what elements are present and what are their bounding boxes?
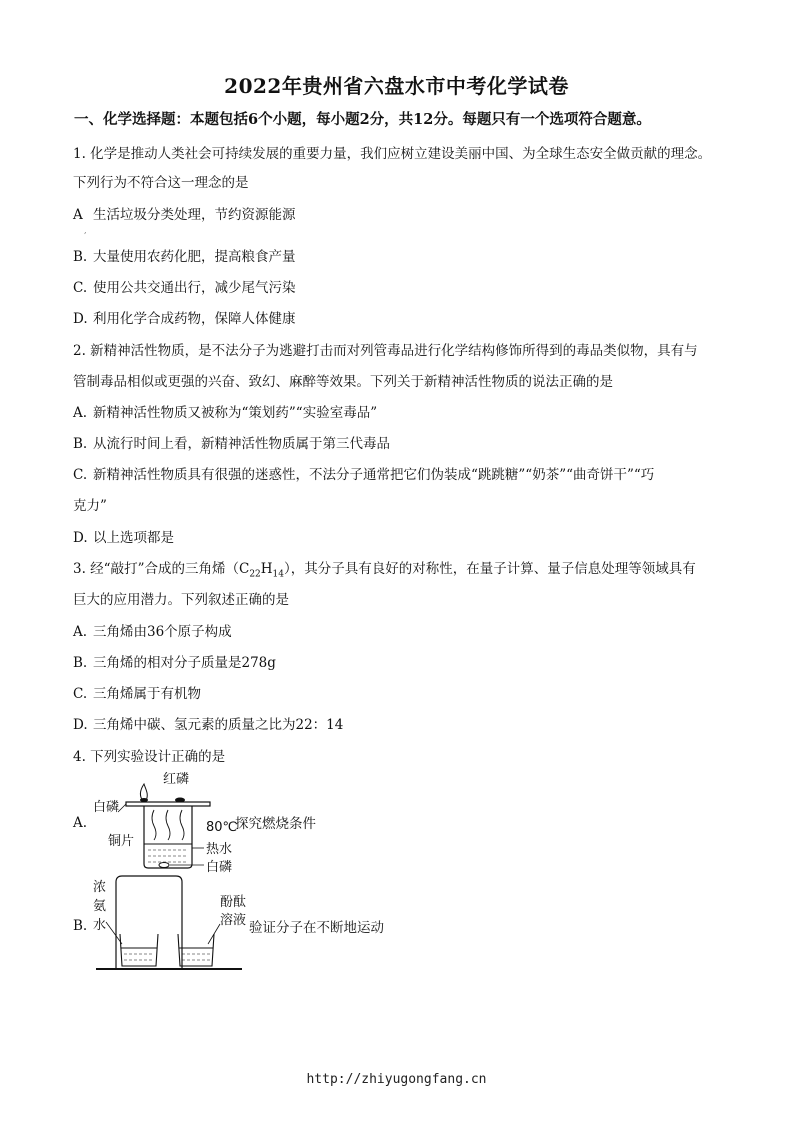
- option-letter: A.: [73, 405, 88, 421]
- page-title: 2022年贵州省六盘水市中考化学试卷: [224, 74, 569, 98]
- option-text: 新精神活性物质又被称为“策划药”“实验室毒品”: [93, 405, 378, 421]
- q3-stem-line1: [73, 557, 696, 580]
- leader-line: [118, 804, 126, 812]
- q2-option-b[interactable]: [73, 432, 390, 452]
- q3-option-c[interactable]: [73, 682, 201, 702]
- phenolphthalein-line: 溶液: [220, 913, 247, 928]
- q1-option-a[interactable]: [73, 203, 296, 223]
- copper-plate: [126, 802, 210, 806]
- option-letter: B.: [73, 436, 88, 452]
- q3-option-b[interactable]: [73, 651, 276, 671]
- option-text: 使用公共交通出行，减少尾气污染: [93, 280, 296, 296]
- red-phosphorus-lump: [175, 798, 185, 803]
- option-letter: C.: [73, 467, 88, 483]
- option-text: 利用化学合成药物，保障人体健康: [93, 311, 296, 327]
- subscript-22: 22: [249, 569, 261, 580]
- option-text: 三角烯由36个原子构成: [93, 624, 232, 640]
- phenolphthalein-beaker: [178, 934, 214, 966]
- ammonia-char: 浓: [93, 880, 107, 895]
- stray-mark: ,: [84, 226, 87, 235]
- q1-option-b[interactable]: [73, 245, 296, 265]
- label-hot-water: 热水: [206, 842, 233, 857]
- option-letter: A.: [73, 624, 88, 640]
- steam-line: [180, 810, 184, 840]
- phenolphthalein-line: 酚酞: [220, 895, 247, 910]
- ammonia-beaker: [120, 934, 158, 966]
- q1-stem-line1: 1. 化学是推动人类社会可持续发展的重要力量，我们应树立建设美丽中国、为全球生态安全做贡献的理念。: [73, 146, 712, 162]
- q2-stem-line1: 2. 新精神活性物质，是不法分子为逃避打击而对列管毒品进行化学结构修饰所得到的毒品类似物，具有与: [73, 343, 698, 359]
- q3-stem-pre: 3. 经“敲打”合成的三角烯（C: [73, 561, 250, 577]
- ammonia-char: 水: [93, 918, 107, 933]
- q2-option-a[interactable]: [73, 401, 377, 421]
- option-text: 大量使用农药化肥，提高粮食产量: [93, 249, 296, 265]
- leader-line: [106, 922, 122, 944]
- option-letter: D.: [73, 717, 88, 733]
- ammonia-char: 氨: [93, 899, 107, 914]
- q2-option-c[interactable]: [73, 463, 654, 483]
- q4-option-b-letter[interactable]: B.: [73, 918, 88, 934]
- option-text: 三角烯的相对分子质量是278g: [93, 655, 276, 671]
- q1-stem-line2: 下列行为不符合这一理念的是: [73, 175, 249, 191]
- label-white-phosphorus-bottom: 白磷: [206, 860, 233, 875]
- option-letter: D.: [73, 530, 88, 546]
- option-text: 以上选项都是: [93, 530, 174, 546]
- white-phosphorus-lump: [140, 798, 148, 802]
- option-letter: C.: [73, 280, 88, 296]
- q3-stem-line2: 巨大的应用潜力。下列叙述正确的是: [73, 592, 289, 608]
- option-text: 从流行时间上看，新精神活性物质属于第三代毒品: [93, 436, 390, 452]
- label-red-phosphorus: 红磷: [163, 772, 190, 787]
- option-text: 新精神活性物质具有很强的迷惑性，不法分子通常把它们伪装成“跳跳糖”“奶茶”“曲奇饼干”“巧: [93, 467, 655, 483]
- q1-option-c[interactable]: [73, 276, 296, 296]
- q3-stem-post: ），其分子具有良好的对称性，在量子计算、量子信息处理等领域具有: [284, 561, 696, 577]
- label-temperature: 80℃: [206, 820, 238, 835]
- q4-stem: 4. 下列实验设计正确的是: [73, 749, 226, 765]
- hydrogen-symbol: H: [260, 561, 273, 577]
- option-letter: B.: [73, 655, 88, 671]
- label-concentrated-ammonia: [93, 878, 106, 935]
- subscript-14: 14: [272, 569, 284, 580]
- footer-url-link[interactable]: http://zhiyugongfang.cn: [306, 1072, 487, 1087]
- q4-option-a-caption: 探究燃烧条件: [235, 816, 316, 832]
- label-white-phosphorus-top: 白磷: [93, 800, 120, 815]
- steam-line: [152, 810, 156, 840]
- label-phenolphthalein: [220, 894, 246, 930]
- submerged-white-phosphorus: [159, 863, 169, 868]
- option-letter: A: [73, 207, 83, 223]
- section-heading: 一、化学选择题：本题包括6个小题，每小题2分，共12分。每题只有一个选项符合题意。: [74, 111, 651, 128]
- option-letter: B.: [73, 249, 88, 265]
- beaker: [144, 806, 192, 868]
- q2-option-c-continued: 克力”: [73, 498, 107, 514]
- q3-option-a[interactable]: [73, 620, 232, 640]
- option-letter: D.: [73, 311, 88, 327]
- option-letter: C.: [73, 686, 88, 702]
- q3-option-d[interactable]: [73, 713, 343, 733]
- q4-option-b-caption: 验证分子在不断地运动: [249, 920, 384, 936]
- option-text: 三角烯中碳、氢元素的质量之比为22：14: [93, 717, 344, 733]
- steam-line: [166, 810, 170, 840]
- option-text: 生活垃圾分类处理，节约资源能源: [93, 207, 296, 223]
- option-text: 三角烯属于有机物: [93, 686, 201, 702]
- q4-option-a-letter[interactable]: A.: [73, 815, 88, 831]
- q1-option-d[interactable]: [73, 307, 296, 327]
- q2-option-d[interactable]: [73, 526, 174, 546]
- q2-stem-line2: 管制毒品相似或更强的兴奋、致幻、麻醉等效果。下列关于新精神活性物质的说法正确的是: [73, 374, 613, 390]
- label-copper-plate: 铜片: [108, 834, 135, 849]
